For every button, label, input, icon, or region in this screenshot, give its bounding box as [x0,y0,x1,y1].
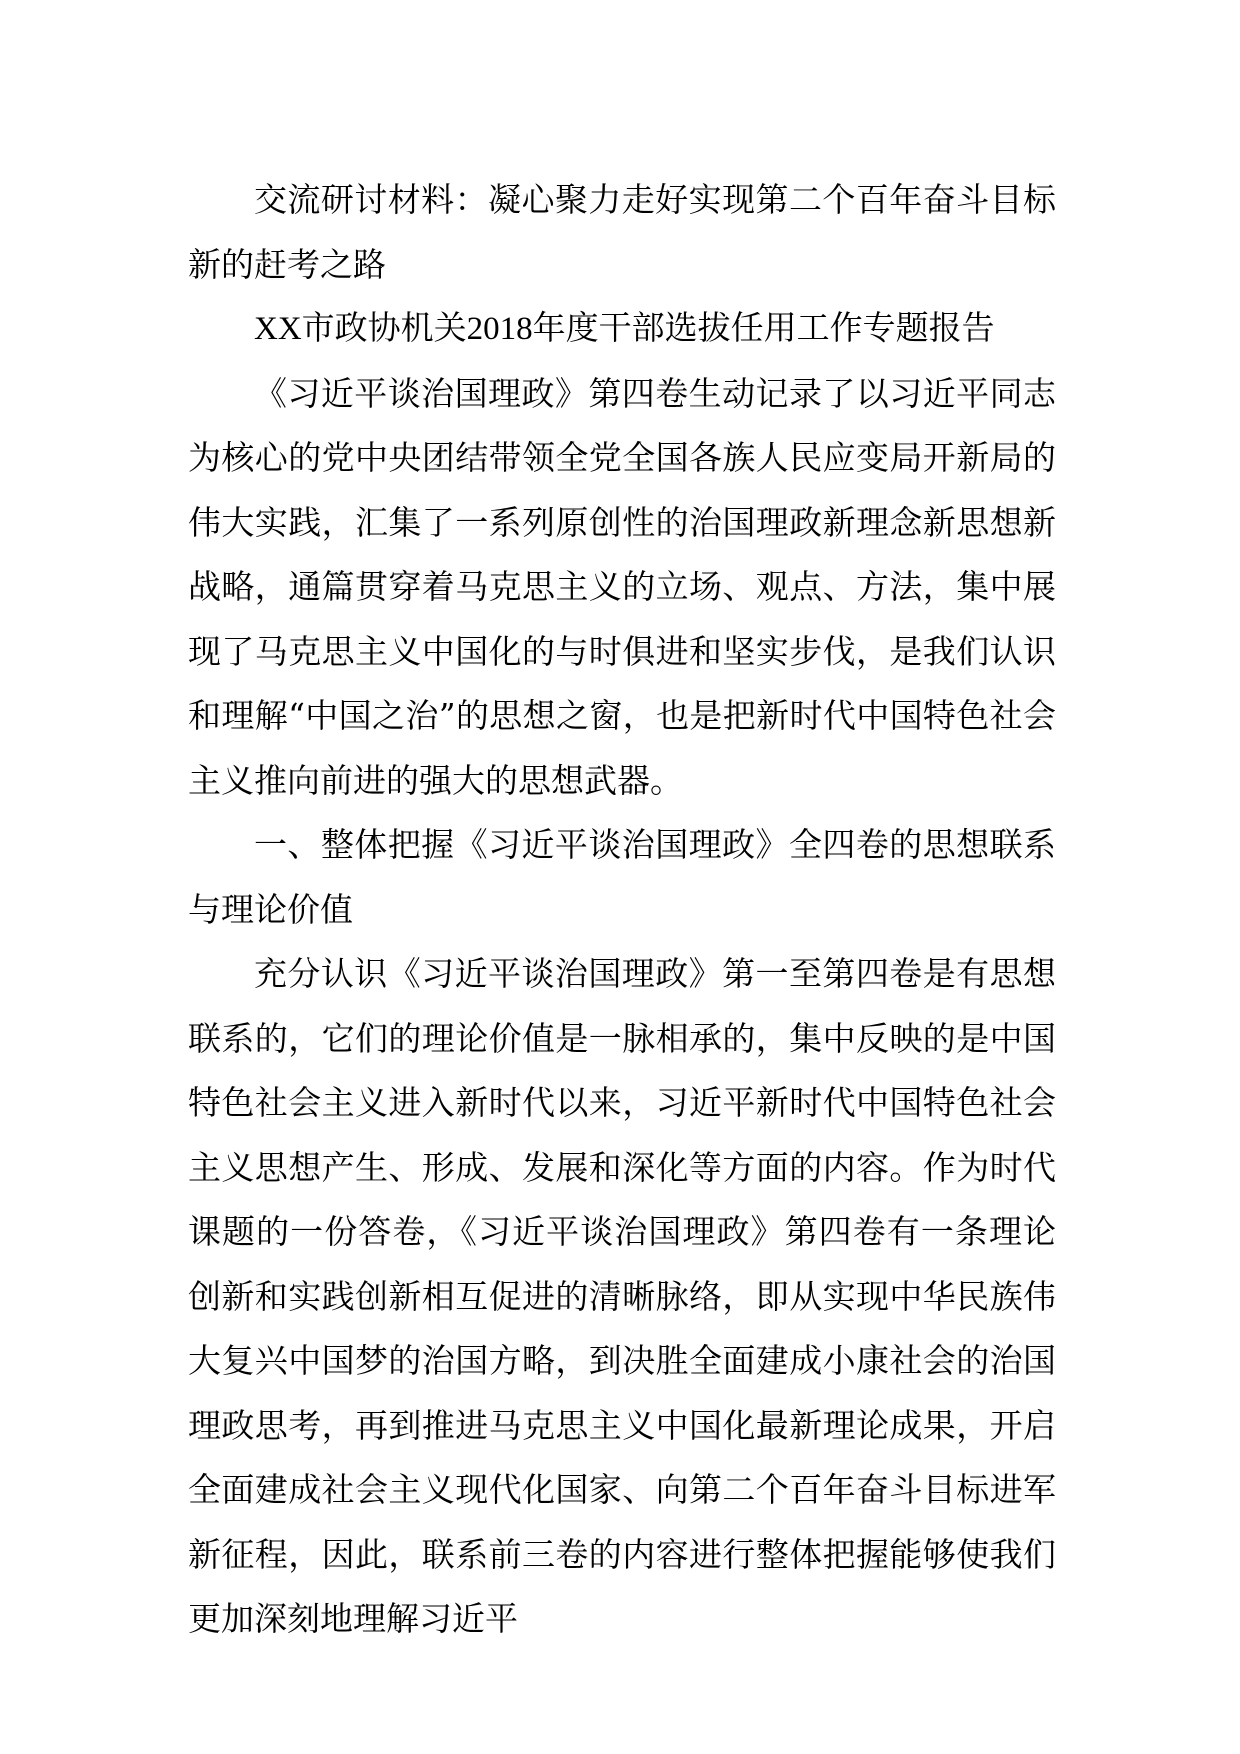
paragraph-section-1: 充分认识《习近平谈治国理政》第一至第四卷是有思想联系的，它们的理论价值是一脉相承的，集中反映的是中国特色社会主义进入新时代以来，习近平新时代中国特色社会主义思想产生、形成、发展和深化等方面的内容。作为时代课题的一份答卷，《习近平谈治国理政》第四卷有一条理论创新和实践创新相互促进的清晰脉络，即从实现中华民族伟大复兴中国梦的治国方略，到决胜全面建成小康社会的治国理政思考，再到推进马克思主义中国化最新理论成果，开启全面建成社会主义现代化国家、向第二个百年奋斗目标进军新征程，因此，联系前三卷的内容进行整体把握能够使我们更加深刻地理解习近平 [188,954,1056,1638]
document-title: 交流研讨材料：凝心聚力走好实现第二个百年奋斗目标新的赶考之路 [188,180,1056,284]
document-subtitle: XX市政协机关2018年度干部选拔任用工作专题报告 [254,311,995,347]
section-heading-1: 一、整体把握《习近平谈治国理政》全四卷的思想联系与理论价值 [188,825,1056,929]
document-body [188,168,1056,1652]
paragraph-intro: 《习近平谈治国理政》第四卷生动记录了以习近平同志为核心的党中央团结带领全党全国各族人民应变局开新局的伟大实践，汇集了一系列原创性的治国理政新理念新思想新战略，通篇贯穿着马克思主义的立场、观点、方法，集中展现了马克思主义中国化的与时俱进和坚实步伐，是我们认识和理解“中国之治”的思想之窗，也是把新时代中国特色社会主义推向前进的强大的思想武器。 [188,373,1056,800]
